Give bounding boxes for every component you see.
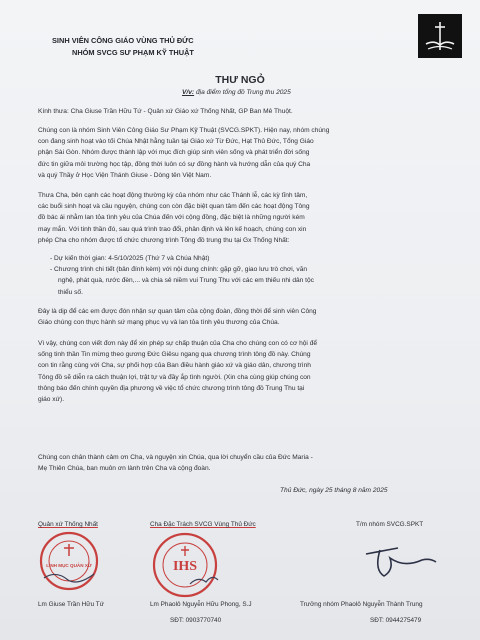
right-signer-title: T/m nhóm SVCG.SPKT xyxy=(356,521,424,528)
bullet-continuation: nghệ, phát quà, rước đèn,... và chia sẻ niềm vui Trung Thu với các em thiếu nhi dân tộc xyxy=(58,277,314,285)
paragraph-line: đức tin giữa môi trường học tập, đồng thời luôn có sự đồng hành và hướng dẫn của quý Cha xyxy=(38,160,311,168)
org-line-2: NHÓM SVCG SƯ PHẠM KỸ THUẬT xyxy=(72,48,194,57)
paragraph-line: Chúng con chân thành cảm ơn Cha, và nguyện xin Chúa, qua lời chuyển cầu của Đức Maria - xyxy=(38,454,313,461)
paragraph-1 xyxy=(38,125,450,181)
paragraph-line: Giáo chúng con thực hành sứ mạng phục vụ và lan tỏa tình yêu thương của Chúa. xyxy=(38,319,280,327)
plan-bullets xyxy=(50,253,450,298)
stamp-monogram: IHS xyxy=(172,559,198,574)
bullet-item: - Dự kiến thời gian: 4-5/10/2025 (Thứ 7 và Chúa Nhật) xyxy=(50,255,210,262)
paragraph-line: con tin rằng cùng với Cha, sự phối hợp của Ban điều hành giáo xứ và giáo dân, chương trình xyxy=(38,362,311,370)
right-signer-phone: SĐT: 0944275479 xyxy=(370,617,422,624)
paragraph-line: phép Cha cho nhóm được tổ chức chương trình Tông đồ trung thu tại Gx Thống Nhất: xyxy=(38,236,290,244)
subject-label: V/v: xyxy=(182,89,195,96)
date-line: Thủ Đức, ngày 25 tháng 8 năm 2025 xyxy=(280,487,388,494)
paragraph-line: Thưa Cha, bên cạnh các hoạt động thường kỳ của nhóm như các Thánh lễ, các kỳ tĩnh tâm, xyxy=(38,192,308,199)
middle-signer-phone: SĐT: 0903770740 xyxy=(170,617,222,624)
middle-signer-title: Cha Đặc Trách SVCG Vùng Thủ Đức xyxy=(150,521,256,528)
middle-signer-name: Lm Phaolô Nguyễn Hữu Phong, S.J xyxy=(150,601,252,608)
paragraph-line: phận Sài Gòn. Nhóm được thành lập với mục đích giúp sinh viên sống và phát triển đời sống xyxy=(38,149,310,157)
organization-header xyxy=(52,35,194,59)
paragraph-4 xyxy=(38,338,450,405)
paragraph-3 xyxy=(38,306,450,328)
salutation-text: Kính thưa: Cha Giuse Trần Hữu Tứ - Quản xứ Giáo xứ Thống Nhất, GP Ban Mê Thuột. xyxy=(38,108,293,115)
subject-line xyxy=(182,89,291,96)
letter-title: THƯ NGỎ xyxy=(215,74,265,86)
paragraph-2 xyxy=(38,190,450,246)
bullet-text: Chương trình chi tiết (bản đính kèm) với nội dung chính: gặp gỡ, giao lưu trò chơi, văn xyxy=(54,266,308,274)
paragraph-line: các buổi sinh hoạt và cầu nguyện, chúng con còn đặc biệt quan tâm đến các hoạt động Tông xyxy=(38,203,310,211)
jesuit-stamp-icon xyxy=(150,530,220,600)
paragraph-line: Đây là dịp để các em được đón nhận sự quan tâm của cộng đoàn, đồng thời để sinh viên Công xyxy=(38,308,317,315)
paragraph-line: may mắn. Với tinh thần đó, sau quá trình trao đổi, phân định và lên kế hoạch, chúng con xin xyxy=(38,225,307,233)
paragraph-line: Mẹ Thiên Chúa, ban muôn ơn lành trên Cha và cộng đoàn. xyxy=(38,465,211,473)
parish-stamp-icon xyxy=(38,530,100,592)
left-signer-name: Lm Giuse Trần Hữu Tứ xyxy=(38,601,104,608)
org-line-1: SINH VIÊN CÔNG GIÁO VÙNG THỦ ĐỨC xyxy=(52,36,194,45)
group-logo-icon xyxy=(418,14,462,58)
paragraph-5 xyxy=(38,452,450,474)
right-signer-name: Trưởng nhóm Phaolô Nguyễn Thành Trung xyxy=(300,601,423,608)
salutation xyxy=(38,106,450,117)
paragraph-line: Chúng con là nhóm Sinh Viên Công Giáo Sư Phạm Kỹ Thuật (SVCG.SPKT). Hiện nay, nhóm chúng xyxy=(38,127,330,134)
paragraph-line: Tông đồ sẽ diễn ra cách thuận lợi, trật tự và đầy ắp tình người. (Xin cha cùng giúp chúng con xyxy=(38,373,311,381)
stamp-text: LINH MỤC QUẢN XỨ xyxy=(46,563,92,568)
paragraph-line: sống tinh thần Tin mừng theo gương Đức Giêsu ngang qua chương trình tông đồ này. Chúng xyxy=(38,351,311,359)
paragraph-line: đồ bác ái nhằm lan tỏa tình yêu của Chúa đến với cộng đồng, đặc biệt là những người kém xyxy=(38,214,305,222)
bullet-continuation: thiểu số. xyxy=(58,288,83,296)
bullet-text: Dự kiến thời gian: 4-5/10/2025 (Thứ 7 và Chúa Nhật) xyxy=(54,255,210,262)
left-signer-title: Quản xứ Thống Nhất xyxy=(38,521,98,528)
bullet-item: - Chương trình chi tiết (bản đính kèm) với nội dung chính: gặp gỡ, giao lưu trò chơi, văn xyxy=(50,266,308,274)
paragraph-line: thông báo đến chính quyền địa phương về việc tổ chức chương trình tông đồ Trung Thu tại xyxy=(38,384,305,392)
paragraph-line: Vì vậy, chúng con viết đơn này để xin phép sự chấp thuận của Cha cho chúng con có cơ hội để xyxy=(38,340,318,347)
paragraph-line: và quý Thầy ở Học Viện Thánh Giuse - Dòng tên Việt Nam. xyxy=(38,171,212,179)
handwritten-signature-icon xyxy=(360,540,440,582)
paragraph-line: giáo xứ). xyxy=(38,396,65,404)
paragraph-line: con đang sinh hoạt vào tối Chúa Nhật hằng tuần tại Giáo xứ Từ Đức, Hạt Thủ Đức, Tổng Giáo xyxy=(38,138,314,146)
subject-text: địa điểm tổng đồ Trung thu 2025 xyxy=(195,89,291,96)
